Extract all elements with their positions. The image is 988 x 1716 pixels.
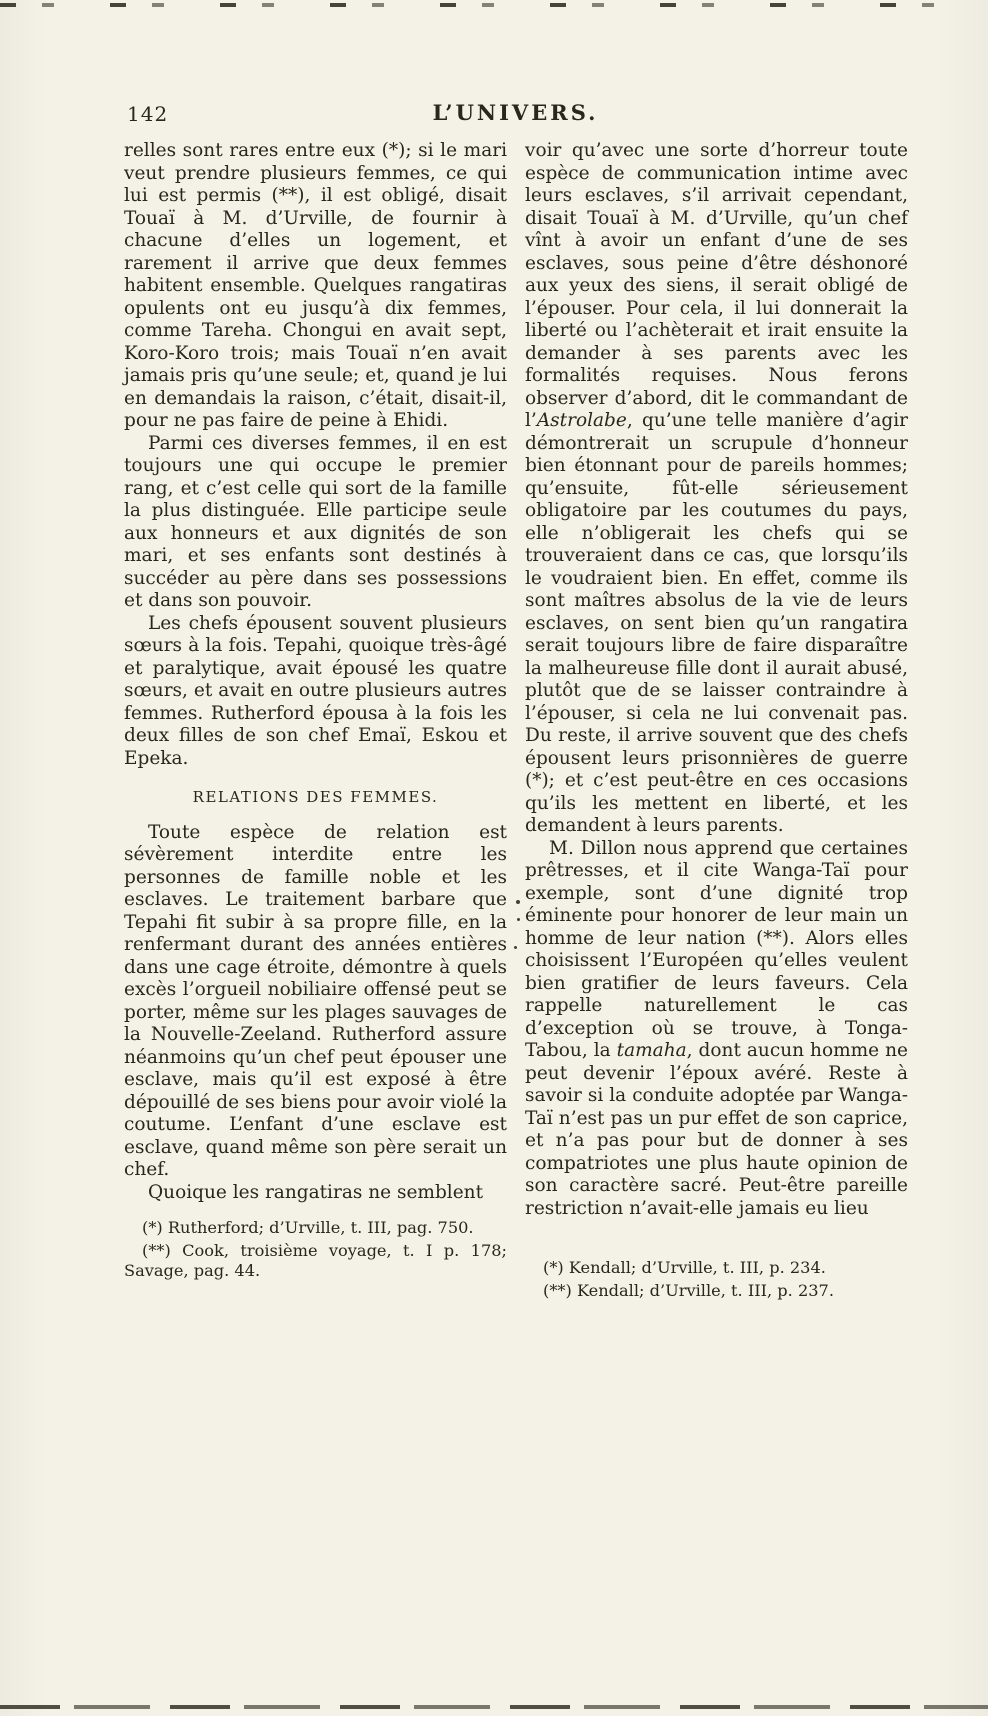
paragraph: M. Dillon nous apprend que certaines prêtresses, et il cite Wanga-Taï pour exemple, sont d’une dignité trop éminente pour honorer de leur main un homme de leur nation (**). Alors elles choisissent l’Européen qu’elles veulent bien gratifier de leurs faveurs. Cela rappelle naturellement le cas d’exception où se trouve, à Tonga-Tabou, la tamaha, dont aucun homme ne peut devenir l’époux avéré. Reste à savoir si la conduite adoptée par Wanga-Taï n’est pas un pur effet de son caprice, et n’a pas pour but de donner à ses compatriotes une plus haute opinion de son caractère sacré. Peut-être pareille restriction n’avait-elle jamais eu lieu <box>525 837 908 1219</box>
page-header <box>125 100 906 130</box>
paragraph: Les chefs épousent souvent plusieurs sœurs à la fois. Tepahi, quoique très-âgé et paralytique, avait épousé les quatre sœurs, et avait en outre plusieurs autres femmes. Rutherford épousa à la fois les deux filles de son chef Emaï, Eskou et Epeka. <box>124 612 507 769</box>
footnote: (*) Kendall; d’Urville, t. III, p. 234. <box>543 1258 826 1277</box>
running-title: L’UNIVERS. <box>432 100 599 125</box>
footnote: (*) Rutherford; d’Urville, t. III, pag. 750. <box>142 1218 474 1237</box>
text-columns <box>124 140 908 1303</box>
paragraph: relles sont rares entre eux (*); si le mari veut prendre plusieurs femmes, ce qui lui est permis (**), il est obligé, disait Touaï à M. d’Urville, de fournir à chacune d’elles un logement, et rarement il arrive que deux femmes habitent ensemble. Quelques rangatiras opulents ont eu jusqu’à dix femmes, comme Tareha. Chongui en avait sept, Koro-Koro trois; mais Touaï n’en avait jamais pris qu’une seule; et, quand je lui en demandais la raison, c’était, disait-il, pour ne pas faire de peine à Ehidi. <box>124 140 507 431</box>
scan-artifact-top <box>0 3 988 7</box>
right-column <box>525 140 908 1303</box>
right-footnotes <box>525 1258 908 1301</box>
left-column <box>124 140 507 1303</box>
left-footnotes <box>124 1218 507 1282</box>
footnote: (**) Kendall; d’Urville, t. III, p. 237. <box>543 1280 834 1300</box>
section-heading: RELATIONS DES FEMMES. <box>192 788 439 806</box>
page-number: 142 <box>127 102 169 126</box>
paragraph: Parmi ces diverses femmes, il en est toujours une qui occupe le premier rang, et c’est celle qui sort de la famille la plus distinguée. Elle participe seule aux honneurs et aux dignités de son mari, et ses enfants sont destinés à succéder au père dans ses possessions et dans son pouvoir. <box>124 432 507 611</box>
paragraph: voir qu’avec une sorte d’horreur toute espèce de communication intime avec leurs esclaves, s’il arrivait cependant, disait Touaï à M. d’Urville, qu’un chef vînt à avoir un enfant d’une de ses esclaves, sous peine d’être déshonoré aux yeux des siens, il serait obligé de l’épouser. Pour cela, il lui donnerait la liberté ou l’achèterait et irait ensuite la demander à ses parents avec les formalités requises. Nous ferons observer d’abord, dit le commandant de l’Astrolabe, qu’une telle manière d’agir démontrerait un scrupule d’honneur bien étonnant pour de pareils hommes; qu’ensuite, fût-elle sérieusement obligatoire par les coutumes du pays, elle n’obligerait les chefs qui se trouveraient dans ce cas, que lorsqu’ils le voudraient bien. En effet, comme ils sont maîtres absolus de la vie de leurs esclaves, on sent bien qu’un rangatira serait toujours libre de faire disparaître la malheureuse fille dont il aurait abusé, plutôt que de se laisser contraindre à l’épouser, si cela ne lui convenait pas. Du reste, il arrive souvent que des chefs épousent leurs prisonnières de guerre (*); et c’est peut-être en ces occasions qu’ils les mettent en liberté, et les demandent à leurs parents. <box>525 140 908 836</box>
paragraph: Quoique les rangatiras ne semblent <box>148 1181 484 1203</box>
paragraph: Toute espèce de relation est sévèrement interdite entre les personnes de famille noble et les esclaves. Le traitement barbare que Tepahi fit subir à sa propre fille, en la renfermant durant des années entières dans une cage étroite, démontre à quels excès l’orgueil nobiliaire offensé peut se porter, même sur les plages sauvages de la Nouvelle-Zeeland. Rutherford assure néanmoins qu’un chef peut épouser une esclave, mais qu’il est exposé à être dépouillé de ses biens pour avoir violé la coutume. L’enfant d’une esclave est esclave, quand même son père serait un chef. <box>124 821 507 1180</box>
footnote: (**) Cook, troisième voyage, t. I p. 178; Savage, pag. 44. <box>124 1240 507 1280</box>
scan-artifact-bottom <box>0 1705 988 1709</box>
